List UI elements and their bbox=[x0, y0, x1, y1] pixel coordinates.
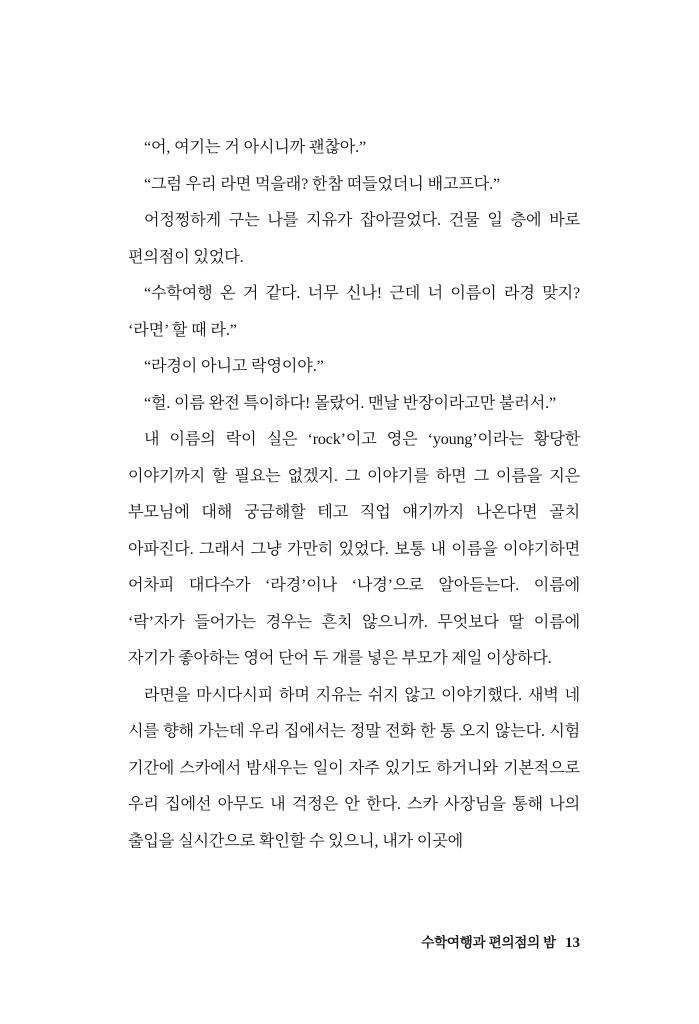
paragraph: “헐. 이름 완전 특이하다! 몰랐어. 맨날 반장이라고만 불러서.” bbox=[144, 394, 557, 412]
footer-chapter-title: 수학여행과 편의점의 밤 bbox=[421, 935, 556, 950]
paragraph: “어, 여기는 거 아시니까 괜찮아.” bbox=[144, 139, 366, 156]
page-number: 13 bbox=[565, 935, 580, 951]
page-footer bbox=[421, 931, 580, 952]
paragraph: 내 이름의 락이 실은 ‘rock’이고 영은 ‘young’이라는 황당한 이야기까지 할 필요는 없겠지. 그 이야기를 하면 그 이름을 지은 부모님에 대해 궁금해할 테고 직업 얘기까지 나온다면 골치 아파진다. 그래서 그냥 가만히 있었다. 보통 내 이름을 이야기하면 어차피 대다수가 ‘라경’이나 ‘나경’으로 알아듣는다. 이름에 ‘락’자가 들어가는 경우는 흔치 않으니까. 무엇보다 딸 이름에 자기가 좋아하는 영어 단어 두 개를 넣은 부모가 제일 이상하다. bbox=[128, 431, 580, 667]
paragraph: “그럼 우리 라면 먹을래? 한참 떠들었더니 배고프다.” bbox=[144, 175, 501, 193]
paragraph: “라경이 아니고 락영이야.” bbox=[144, 358, 324, 375]
paragraph: 어정쩡하게 구는 나를 지유가 잡아끌었다. 건물 일 층에 바로 편의점이 있었다. bbox=[128, 212, 580, 266]
body-text-column bbox=[128, 130, 580, 860]
paragraph: “수학여행 온 거 같다. 너무 신나! 근데 너 이름이 라경 맞지? ‘라면’ 할 때 라.” bbox=[128, 285, 580, 339]
paragraph: 라면을 마시다시피 하며 지유는 쉬지 않고 이야기했다. 새벽 네 시를 향해 가는데 우리 집에서는 정말 전화 한 통 오지 않는다. 시험 기간에 스카에서 밤새우는 일이 자주 있기도 하거니와 기본적으로 우리 집에선 아무도 내 걱정은 안 한다. 스카 사장님을 통해 나의 출입을 실시간으로 확인할 수 있으니, 내가 이곳에 bbox=[128, 686, 580, 850]
